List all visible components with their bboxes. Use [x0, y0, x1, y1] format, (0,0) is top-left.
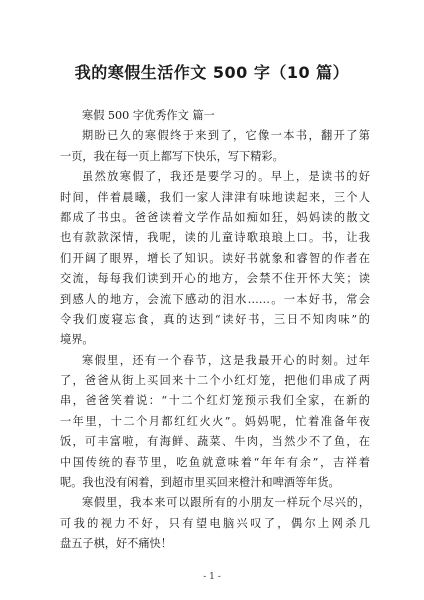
- paragraph-line: 饭，可丰富啦，有海鲜、蔬菜、牛肉，当然少不了鱼，在: [60, 435, 370, 449]
- paragraph-line: 串，爸爸笑着说：“十二个红灯笼预示我们全家，在新的: [60, 394, 370, 408]
- paragraph-line: 可我的视力不好，只有望电脑兴叹了，偶尔上网杀几: [60, 516, 370, 530]
- paragraph-line: 一年里，十二个月都红红火火”。妈妈呢，忙着准备年夜: [60, 414, 370, 428]
- paragraph-line: 们开阔了眼界，增长了知识。读好书就象和睿智的作者在: [60, 251, 370, 265]
- paragraph-line: 期盼已久的寒假终于来到了，它像一本书，翻开了第: [82, 129, 370, 143]
- paragraph-line: 都成了书虫。爸爸读着文学作品如痴如狂，妈妈读的散文: [60, 210, 370, 224]
- paragraph-line: 一页，我在每一页上都写下快乐，写下精彩。: [60, 149, 284, 163]
- paragraph-line: 虽然放寒假了，我还是要学习的。早上，是读书的好: [82, 170, 370, 184]
- paragraph-line: 中国传统的春节里，吃鱼就意味着“年年有余”，吉祥着: [60, 455, 370, 469]
- paragraph-line: 盘五子棋，好不痛快！: [60, 537, 172, 551]
- article-body: [60, 106, 370, 555]
- paragraph-line: 寒假里，还有一个春节，这是我最开心的时刻。过年: [82, 353, 370, 367]
- paragraph-line: 也有款款深情，我呢，读的儿童诗歌琅琅上口。书，让我: [60, 231, 370, 245]
- page-title: 我的寒假生活作文 500 字（10 篇）: [74, 63, 350, 82]
- paragraph-line: 令我们废寝忘食，真的达到“读好书，三日不知肉味”的: [60, 312, 370, 326]
- paragraph-line: 呢。我也没有闲着，到超市里买回来橙汁和啤酒等年货。: [60, 476, 340, 490]
- paragraph-line: 了，爸爸从街上买回来十二个小红灯笼，把他们串成了两: [60, 374, 370, 388]
- paragraph-line: 时间，伴着晨曦，我们一家人津津有味地读起来，三个人: [60, 190, 370, 204]
- section-heading: 寒假 500 字优秀作文 篇一: [82, 109, 215, 122]
- paragraph-line: 到感人的地方，会流下感动的泪水……。一本好书，常会: [60, 292, 370, 306]
- paragraph-line: 交流，每每我们读到开心的地方，会禁不住开怀大笑；读: [60, 272, 370, 286]
- paragraph-line: 境界。: [60, 333, 94, 347]
- paragraph-line: 寒假里，我本来可以跟所有的小朋友一样玩个尽兴的，: [82, 496, 370, 510]
- page-number: - 1 -: [203, 572, 221, 582]
